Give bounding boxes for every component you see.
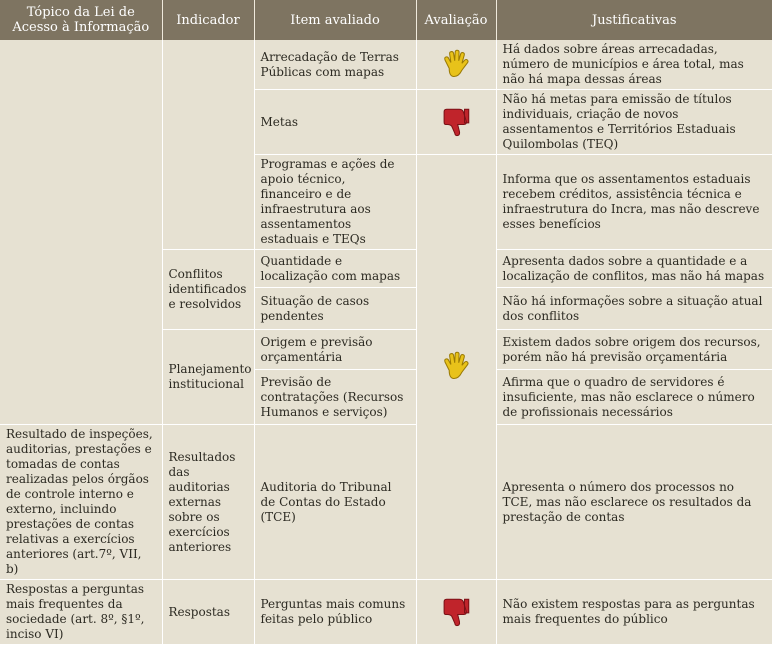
header-justifications: Justificativas (496, 0, 772, 40)
hand-flat-icon-shape (445, 50, 468, 76)
item-cell: Metas (254, 90, 416, 155)
indicator-cell: Resultados das auditorias externas sobre os exercícios anteriores (162, 425, 254, 580)
thumbs-down-icon (439, 105, 473, 139)
table-row (0, 580, 772, 645)
evaluation-cell (416, 155, 496, 580)
evaluation-cell (416, 90, 496, 155)
justification-cell: Apresenta o número dos processos no TCE, mas não esclarece os resultados da prestação de contas (496, 425, 772, 580)
table-row (0, 425, 772, 580)
header-row (0, 0, 772, 40)
evaluation-cell (416, 40, 496, 90)
item-cell: Origem e previsão orçamentária (254, 330, 416, 370)
item-cell: Auditoria do Tribunal de Contas do Estado (TCE) (254, 425, 416, 580)
header-evaluation: Avaliação (416, 0, 496, 40)
item-cell: Situação de casos pendentes (254, 288, 416, 330)
indicator-cell: Conflitos identificados e resolvidos (162, 250, 254, 330)
thumbs-down-icon-shape (444, 109, 469, 135)
item-cell: Arrecadação de Terras Públicas com mapas (254, 40, 416, 90)
header-topic: Tópico da Lei de Acesso à Informação (0, 0, 162, 40)
header-item: Item avaliado (254, 0, 416, 40)
topic-cell-empty (0, 40, 162, 425)
justification-cell: Afirma que o quadro de servidores é insuficiente, mas não esclarece o número de profissionais necessários (496, 370, 772, 425)
table-row (0, 40, 772, 90)
item-cell: Previsão de contratações (Recursos Humanos e serviços) (254, 370, 416, 425)
item-cell: Quantidade e localização com mapas (254, 250, 416, 288)
header-indicator: Indicador (162, 0, 254, 40)
indicator-cell: Respostas (162, 580, 254, 645)
item-cell: Programas e ações de apoio técnico, financeiro e de infraestrutura aos assentamentos estaduais e TEQs (254, 155, 416, 250)
topic-cell: Respostas a perguntas mais frequentes da sociedade (art. 8º, §1º, inciso VI) (0, 580, 162, 645)
justification-cell: Não há metas para emissão de títulos individuais, criação de novos assentamentos e Territórios Estaduais Quilombolas (TEQ) (496, 90, 772, 155)
topic-cell: Resultado de inspeções, auditorias, prestações e tomadas de contas realizadas pelos órgãos de controle interno e externo, incluindo prestações de contas relativas a exercícios anteriores (art.7º, VII, b) (0, 425, 162, 580)
justification-cell: Não existem respostas para as perguntas mais frequentes do público (496, 580, 772, 645)
hand-flat-icon (439, 350, 473, 384)
hand-flat-icon (439, 48, 473, 82)
indicator-cell-empty (162, 40, 254, 250)
thumbs-down-icon (439, 595, 473, 629)
justification-cell: Existem dados sobre origem dos recursos, porém não há previsão orçamentária (496, 330, 772, 370)
hand-flat-icon-shape (445, 352, 468, 378)
indicator-cell: Planejamento institucional (162, 330, 254, 425)
justification-cell: Apresenta dados sobre a quantidade e a localização de conflitos, mas não há mapas (496, 250, 772, 288)
thumbs-down-icon-shape (444, 599, 469, 625)
justification-cell: Informa que os assentamentos estaduais recebem créditos, assistência técnica e infraestrutura do Incra, mas não descreve esses benefícios (496, 155, 772, 250)
justification-cell: Há dados sobre áreas arrecadadas, número de municípios e área total, mas não há mapa dessas áreas (496, 40, 772, 90)
evaluation-cell (416, 580, 496, 645)
item-cell: Perguntas mais comuns feitas pelo público (254, 580, 416, 645)
justification-cell: Não há informações sobre a situação atual dos conflitos (496, 288, 772, 330)
